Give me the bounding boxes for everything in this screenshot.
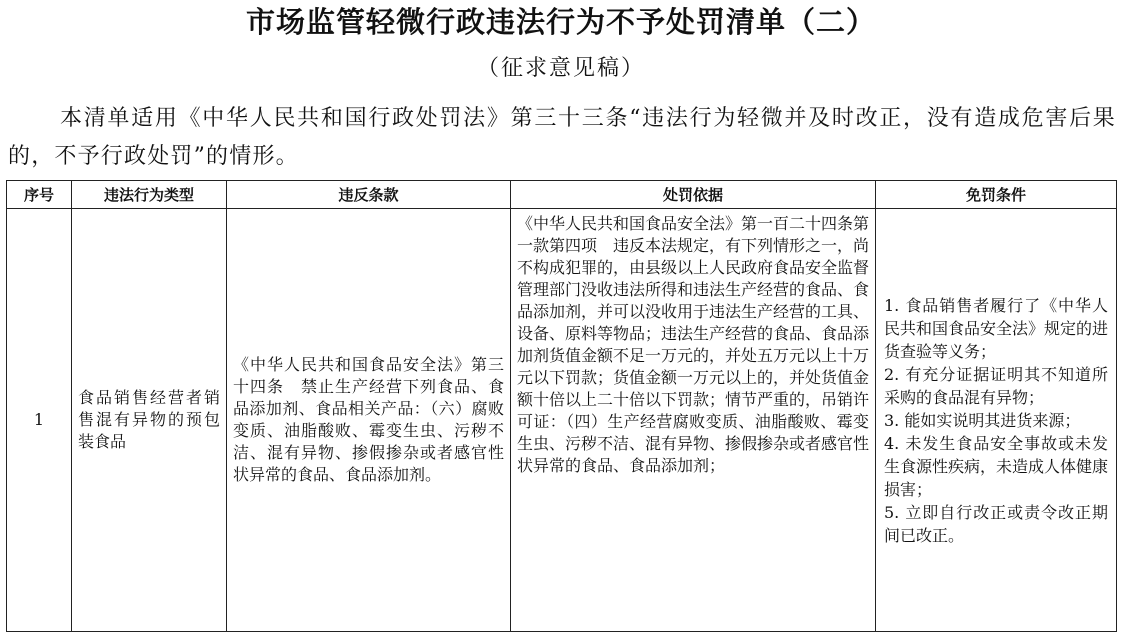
header-violated-clause: 违反条款 bbox=[227, 181, 511, 209]
row-violation-type: 食品销售经营者销售混有异物的预包装食品 bbox=[72, 209, 227, 632]
header-exemption-conditions: 免罚条件 bbox=[876, 181, 1117, 209]
exemption-condition-4: 4. 未发生食品安全事故或未发生食源性疾病，未造成人体健康损害； bbox=[884, 433, 1109, 499]
row-exemption-conditions bbox=[876, 209, 1117, 632]
table-header-row bbox=[7, 181, 1117, 209]
penalty-exemption-table bbox=[6, 180, 1117, 632]
header-index: 序号 bbox=[7, 181, 72, 209]
table-row bbox=[7, 209, 1117, 632]
row-violated-clause: 《中华人民共和国食品安全法》第三十四条 禁止生产经营下列食品、食品添加剂、食品相关产品：（六）腐败变质、油脂酸败、霉变生虫、污秽不洁、混有异物、掺假掺杂或者感官性状异常的食品、食品添加剂。 bbox=[227, 209, 511, 632]
intro-paragraph: 本清单适用《中华人民共和国行政处罚法》第三十三条“违法行为轻微并及时改正，没有造成危害后果的，不予行政处罚”的情形。 bbox=[8, 106, 1116, 169]
exemption-condition-3: 3. 能如实说明其进货来源； bbox=[884, 410, 1081, 430]
exemption-condition-5: 5. 立即自行改正或责令改正期间已改正。 bbox=[884, 502, 1108, 545]
row-index: 1 bbox=[7, 209, 72, 632]
header-violation-type: 违法行为类型 bbox=[72, 181, 227, 209]
document-subtitle: （征求意见稿） bbox=[476, 56, 645, 81]
row-penalty-basis: 《中华人民共和国食品安全法》第一百二十四条第一款第四项 违反本法规定，有下列情形之一，尚不构成犯罪的，由县级以上人民政府食品安全监督管理部门没收违法所得和违法生产经营的食品、食品添加剂，并可以没收用于违法生产经营的工具、设备、原料等物品；违法生产经营的食品、食品添加剂货值金额不足一万元的，并处五万元以上十万元以下罚款；货值金额一万元以上的，并处货值金额十倍以上二十倍以下罚款；情节严重的，吊销许可证：（四）生产经营腐败变质、油脂酸败、霉变生虫、污秽不洁、混有异物、掺假掺杂或者感官性状异常的食品、食品添加剂； bbox=[511, 209, 876, 632]
exemption-condition-2: 2. 有充分证据证明其不知道所采购的食品混有异物； bbox=[884, 364, 1108, 407]
document-title: 市场监管轻微行政违法行为不予处罚清单（二） bbox=[245, 5, 876, 39]
header-penalty-basis: 处罚依据 bbox=[511, 181, 876, 209]
exemption-condition-1: 1. 食品销售者履行了《中华人民共和国食品安全法》规定的进货查验等义务； bbox=[884, 295, 1109, 361]
